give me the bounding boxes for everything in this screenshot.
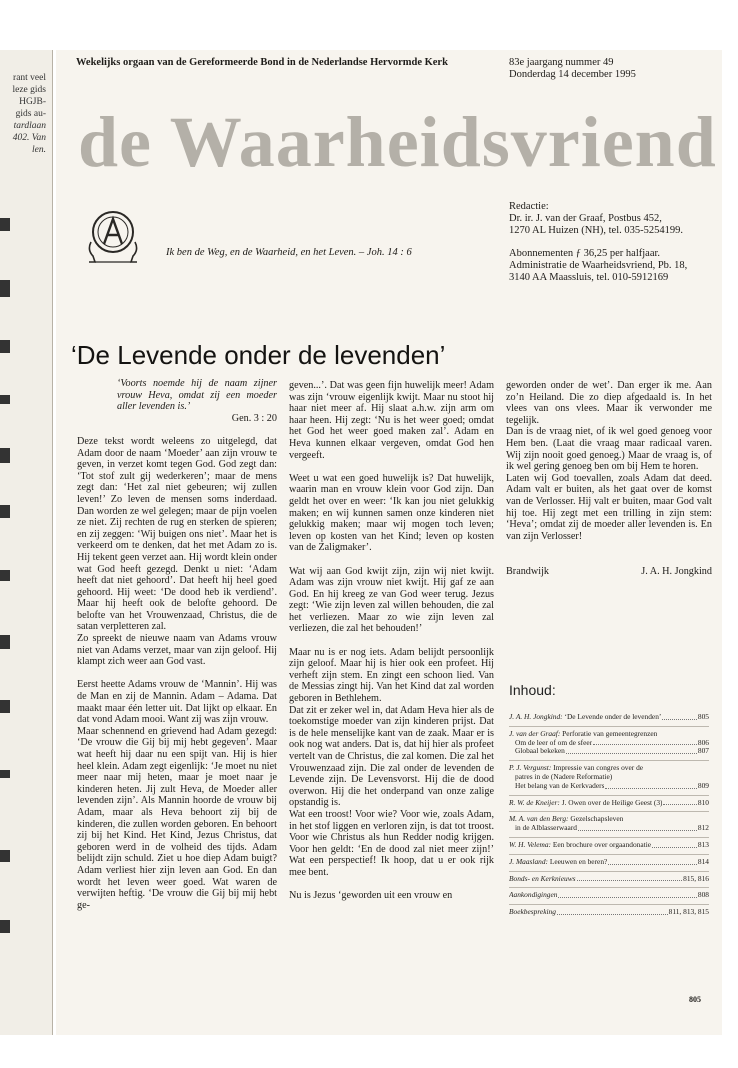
signoff-place: Brandwijk <box>506 565 550 577</box>
previous-page-line: rant veel <box>13 73 46 83</box>
scripture-reference: Gen. 3 : 20 <box>231 412 277 424</box>
toc-entry[interactable] <box>509 872 709 889</box>
toc-author: W. H. Velema: <box>509 840 552 849</box>
toc-entry[interactable] <box>509 761 709 795</box>
article-paragraph: geven...’. Dat was geen fijn huwelijk meer! Adam was zijn ‘vrouw eigenlijk kwijt. Maar nu stoot hij haar niet meer af. Hij slaat a.h.w. zijn arm om haar heen. Hij zegt: ‘Nu is het weer goed; omdat het God het weer goed maken zal’. Adam en Heva kunnen elkaar vergeven, omdat God hen vergeeft. <box>289 380 494 461</box>
toc-page: 814 <box>697 856 709 866</box>
toc-entry[interactable] <box>509 812 709 838</box>
toc-title: Globaal bekeken <box>515 747 565 756</box>
previous-page-line: leze gids <box>12 85 46 95</box>
issue-date: Donderdag 14 december 1995 <box>509 69 636 80</box>
toc-title: Om de leer of om de sfeer <box>515 738 593 747</box>
article-column-3 <box>506 380 712 577</box>
masthead-title: de Waarheidsvriend <box>78 102 717 182</box>
toc-title: in de Alblasserwaard <box>515 824 577 833</box>
toc-page: 815, 816 <box>683 873 709 883</box>
issue-number: 83e jaargang nummer 49 <box>509 57 614 68</box>
toc-entry[interactable] <box>509 855 709 872</box>
newspaper-page <box>56 50 722 1035</box>
signoff-author: J. A. H. Jongkind <box>641 565 712 577</box>
previous-page-line: gids au- <box>15 109 46 119</box>
page-number: 805 <box>689 995 701 1004</box>
subscription-info: Abonnementen ƒ 36,25 per halfjaar. Administratie de Waarheidsvriend, Pb. 18, 3140 AA Maassluis, tel. 010-5912169 <box>509 248 688 283</box>
article-paragraph: Dan is de vraag niet, of ik wel goed genoeg voor Hem ben. (Laat die vraag maar radicaal varen. Wij zijn nooit goed genoeg.) Maar de vraag is, of ik wel gering genoeg ben om bij Hem te horen. <box>506 426 712 473</box>
publisher-line: Wekelijks orgaan van de Gereformeerde Bond in de Nederlandse Hervormde Kerk <box>76 57 448 68</box>
article-paragraph: Laten wij God toevallen, zoals Adam dat deed. Adam valt er buiten, als het gaat over de komst van de Verlosser. Hij valt er buiten, maar God valt hij toe. Hij zegt met een trilling in zijn stem: ‘Heva’; omdat zij de moeder aller levenden is. En van zijn Verlosser! <box>506 472 712 542</box>
toc-entry[interactable] <box>509 710 709 727</box>
article-paragraph: geworden onder de wet’. Dan erger ik me. Aan zo’n Heiland. Die zo diep afgedaald is. In het vlees van ons vlees. Maar ik verwonder me tegelijk. <box>506 380 712 426</box>
toc-title: Leeuwen en beren? <box>549 857 608 866</box>
article-paragraph: Maar nu is er nog iets. Adam belijdt persoonlijk zijn geloof. Maar hij is hier ook een profeet. Hij verheft zijn stem. En zingt een schoon lied. Van de Messias zingt hij. Van het Kind dat zal worden geboren in Bethlehem. <box>289 646 494 705</box>
toc-author: M. A. van den Berg: <box>509 815 569 824</box>
article-paragraph: Wat een troost! Voor wie? Voor wie, zoals Adam, in het stof liggen en verloren zijn, is dat tot troost. Voor wie Christus als hun Redder nodig krijgen. Voor hen geldt: ‘En de dood zal niet meer zijn!’ Wat een perspectief! Ik hoop, dat u er ook rijk mee bent. <box>289 808 494 878</box>
toc-title: Het belang van de Kerkvaders <box>515 781 605 790</box>
previous-page-text <box>2 72 46 156</box>
toc-title: Impressie van congres over de <box>553 764 644 773</box>
scripture-quote: ‘Voorts noemde hij de naam zijner vrouw Heva, omdat zij een moeder aller levenden is.’ <box>117 378 277 413</box>
toc-title: J. Owen over de Heilige Geest (3) <box>561 798 663 807</box>
previous-page-line: tardlaan <box>13 121 46 131</box>
toc-author: Boekbespreking <box>509 908 556 917</box>
table-of-contents <box>509 710 709 921</box>
toc-entry[interactable] <box>509 796 709 813</box>
article-paragraph: Weet u wat een goed huwelijk is? Dat huwelijk, waarin man en vrouw klein voor God zijn. Dan geldt het over en weer: ‘Ik kan jou niet gelukkig maken; en wij kunnen samen onze kinderen niet gelukkig maken; maar wij mogen toch leven; leven op kosten van het Kind; leven op kosten van de Zaligmaker’. <box>289 472 494 554</box>
toc-entry[interactable] <box>509 838 709 855</box>
article-paragraph: Dat zit er zeker wel in, dat Adam Heva hier als de toekomstige moeder van zijn kinderen prijst. Dat is de hele menselijke kant van de zaak. Maar er is ook nog wat anders. Dat is, dat hij hier als profeet vertelt van de Christus, die zal komen. Die zal het Vrouwenzaad zijn. Die zal onder de levenden de Levende zijn. De Levensvorst. Hij die de dood overwon. Hij die het onderpand van onze zalige opstandig is. <box>289 704 494 809</box>
toc-page: 805 <box>697 712 709 721</box>
toc-title: Perforatie van gemeentegrenzen <box>562 729 658 738</box>
previous-page-line: len. <box>32 145 46 155</box>
article-paragraph: Maar schennend en grievend had Adam gezegd: ‘De vrouw die Gij bij mij hebt gegeven’. Maar wat heeft hij daar nu een spijt van. Hij is hier heel klein. Adam zegt eigenlijk: ‘Je moet nu niet meer naar mij heten, maar je moet naar je kinderen heten. Jij zult Heva, de Moeder aller levenden zijn’. Als Mannin hoorde de vrouw bij Adam, maar als Heva behoort zij bij de kinderen, die zullen worden geboren. En behoort zij bij het Kind. Het Kind, Jezus Christus, dat geboren werd in de volheid des tijds. Adam belijdt zijn schuld. Ziet u hoe diep Adam buigt? Adam verliest hier zijn leven aan God. En dan wordt het leven weer goed. Wat waren de verwijten heftig. ‘De vrouw die Gij bij mij hebt ge- <box>77 725 277 911</box>
toc-author: Aankondigingen <box>509 891 558 900</box>
toc-title: patres in de (Nadere Reformatie) <box>515 772 613 781</box>
toc-page: 812 <box>697 823 709 833</box>
previous-page-edge <box>0 50 53 1035</box>
article-paragraph: Eerst heette Adams vrouw de ‘Mannin’. Hij was de Man en zij de Mannin. Adam – Adama. Dat maakt maar één letter uit. Dat lijkt op elkaar. En dat vond Adam mooi. Want zij was zijn vrouw. <box>77 679 277 726</box>
alpha-omega-logo <box>81 202 151 268</box>
contents-heading: Inhoud: <box>509 682 556 698</box>
toc-author: J. van der Graaf: <box>509 729 561 738</box>
toc-page: 809 <box>697 780 709 790</box>
toc-page: 806 <box>697 737 709 747</box>
toc-author: Bonds- en Kerknieuws <box>509 874 576 883</box>
toc-author: J. A. H. Jongkind: <box>509 713 563 721</box>
toc-page: 807 <box>697 746 709 756</box>
article-column-1 <box>77 378 277 911</box>
toc-title: Een brochure over orgaandonatie <box>552 840 652 849</box>
toc-author: P. J. Vergunst: <box>509 764 552 773</box>
article-title: ‘De Levende onder de levenden’ <box>71 340 446 370</box>
issue-info <box>509 57 636 81</box>
toc-page: 810 <box>697 797 709 807</box>
toc-page: 808 <box>697 890 709 900</box>
toc-entry[interactable] <box>509 727 709 761</box>
article-column-2 <box>289 380 494 902</box>
toc-title: Gezelschapsleven <box>570 815 624 824</box>
toc-author: R. W. de Kneijer: <box>509 798 560 807</box>
article-signoff <box>506 566 712 578</box>
toc-title: ‘De Levende onder de levenden’ <box>564 713 662 721</box>
article-paragraph: Wat wij aan God kwijt zijn, zijn wij niet kwijt. Adam was zijn vrouw niet kwijt. Hij gaf ze aan God. En hij kreeg ze van God weer terug. Jezus zegt: ‘Wie zijn leven zal willen behouden, die zal het verliezen. Maar zo wie zijn leven zal verliezen, die zal het behouden!’ <box>289 565 494 635</box>
article-paragraph: Nu is Jezus ‘geworden uit een vrouw en <box>289 890 453 902</box>
motto: Ik ben de Weg, en de Waarheid, en het Leven. – Joh. 14 : 6 <box>166 247 412 258</box>
article-paragraph: Zo spreekt de nieuwe naam van Adams vrouw niet van Adams verzet, maar van zijn geloof. Hij klampt zich weer aan God vast. <box>77 633 277 668</box>
toc-page: 811, 813, 815 <box>668 907 709 917</box>
toc-author: J. Maasland: <box>509 857 548 866</box>
toc-entry[interactable] <box>509 888 709 905</box>
toc-page: 813 <box>697 839 709 849</box>
article-paragraph: Deze tekst wordt weleens zo uitgelegd, dat Adam door de naam ‘Moeder’ aan zijn vrouw te geven, in verzet komt tegen God. God zegt dan: ‘Tot stof zult gij wederkeren’; maar de mens zegt dan: ‘Het zal niet gebeuren; wij zullen leven!’ Zo leven de mensen soms inderdaad. Dan worden ze wel gelegen; maar de pijn voelen ze niet. Zij rechten de rug en sterken de spieren; en zij zeggen: ‘Wij buigen ons niet’. Maar het is verkeerd om te denken, dat het met Adam zo is. Hij tekent geen verzet aan. Hij wordt klein onder wat God heeft gezegd. Denkt u niet: ‘Adam heeft dat niet gehoord’. Dat heeft hij heel goed gehoord. Hij weet: ‘De dood heb ik verdiend’. Maar hij heeft ook de belofte gehoord. De belofte van het Vrouwenzaad, Christus, die de satan verpletteren zal. <box>77 435 277 633</box>
previous-page-line: HGJB- <box>19 97 46 107</box>
toc-entry[interactable] <box>509 905 709 921</box>
previous-page-line: 402. Van <box>12 133 46 143</box>
editorial-info: Redactie: Dr. ir. J. van der Graaf, Postbus 452, 1270 AL Huizen (NH), tel. 035-5254199. <box>509 201 683 236</box>
